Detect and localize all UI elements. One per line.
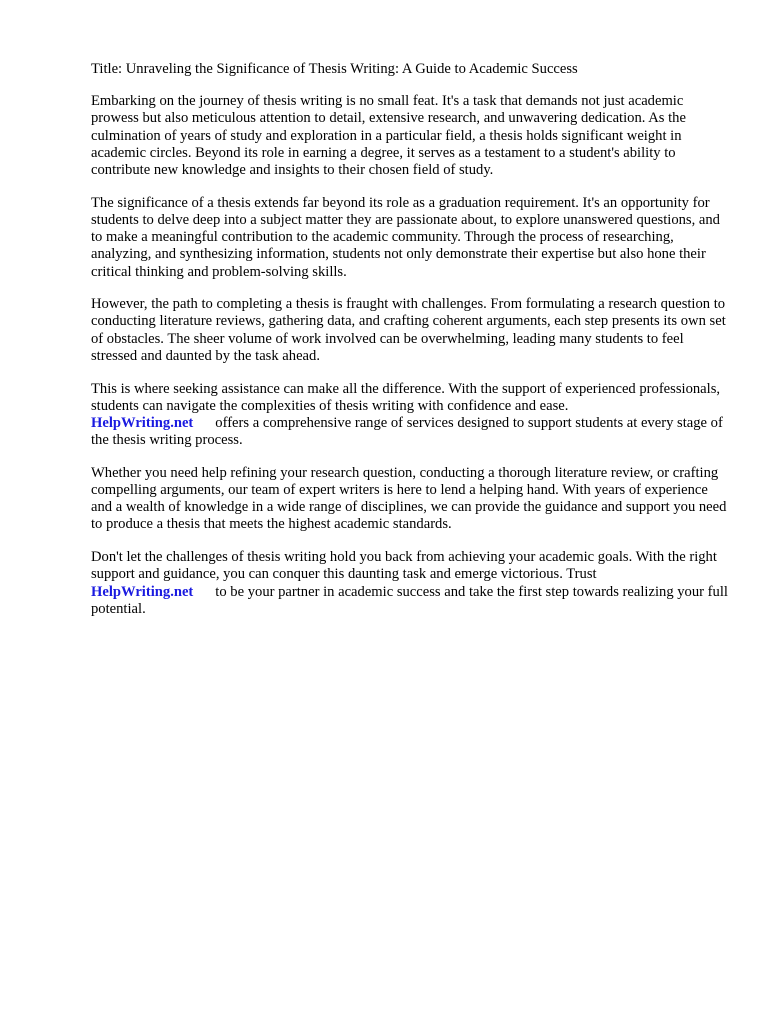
- paragraph-6-text-before: Don't let the challenges of thesis writing hold you back from achieving your academic goals. With the right support and guidance, you can conquer this daunting task and emerge victorious. Trust: [91, 549, 717, 583]
- paragraph-6: [91, 549, 731, 618]
- paragraph-1: Embarking on the journey of thesis writing is no small feat. It's a task that demands not just academic prowess but also meticulous attention to detail, extensive research, and unwavering dedication. As the culmination of years of study and exploration in a particular field, a thesis holds significant weight in academic circles. Beyond its role in earning a degree, it serves as a testament to a student's ability to contribute new knowledge and insights to their chosen field of study.: [91, 93, 686, 179]
- paragraph-5: Whether you need help refining your research question, conducting a thorough literature review, or crafting compelling arguments, our team of expert writers is here to lend a helping hand. With years of experience and a wealth of knowledge in a wide range of disciplines, we can provide the guidance and support you need to produce a thesis that meets the highest academic standards.: [91, 464, 727, 533]
- paragraph-3: However, the path to completing a thesis is fraught with challenges. From formulating a research question to conducting literature reviews, gathering data, and crafting coherent arguments, each step presents its own set of obstacles. The sheer volume of work involved can be overwhelming, leading many students to feel stressed and daunted by the task ahead.: [91, 296, 726, 364]
- paragraph-4-text-before: This is where seeking assistance can make all the difference. With the support of experienced professionals, students can navigate the complexities of thesis writing with confidence and ease.: [91, 380, 721, 414]
- document-page: [91, 61, 731, 633]
- helpwriting-link[interactable]: HelpWriting.net: [91, 414, 194, 431]
- helpwriting-link[interactable]: HelpWriting.net: [91, 583, 194, 600]
- paragraph-4: [91, 381, 731, 450]
- paragraph-6-text-after: to be your partner in academic success and take the first step towards realizing your full potential.: [91, 583, 728, 617]
- paragraph-4-text-after: offers a comprehensive range of services designed to support students at every stage of the thesis writing process.: [91, 414, 723, 449]
- paragraph-2: The significance of a thesis extends far beyond its role as a graduation requirement. It's an opportunity for students to delve deep into a subject matter they are passionate about, to explore unanswered questions, and to make a meaningful contribution to the academic community. Through the process of researching, analyzing, and synthesizing information, students not only demonstrate their expertise but also hone their critical thinking and problem-solving skills.: [91, 194, 720, 280]
- document-title: Title: Unraveling the Significance of Thesis Writing: A Guide to Academic Success: [91, 61, 578, 77]
